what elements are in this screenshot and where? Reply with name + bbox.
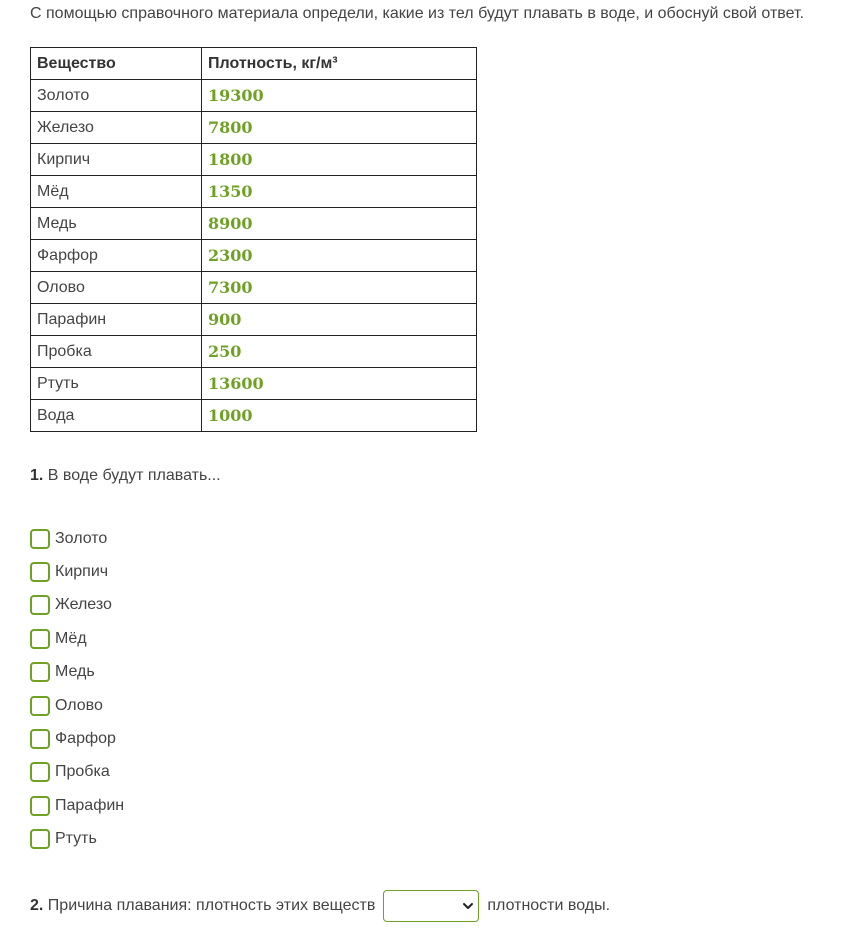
question-number: 2.: [30, 897, 44, 914]
option-copper[interactable]: [30, 656, 124, 689]
option-label: Кирпич: [55, 563, 109, 581]
table-row: [31, 112, 477, 144]
checkbox-icon[interactable]: [30, 829, 50, 849]
density-value: 19300: [202, 80, 477, 112]
question-text-before: Причина плавания: плотность этих веществ: [47, 897, 376, 914]
option-label: Мёд: [55, 629, 87, 647]
table-row: [31, 80, 477, 112]
answer-options: [30, 522, 124, 856]
density-table: [30, 47, 477, 432]
substance-name: Олово: [31, 272, 202, 304]
substance-name: Вода: [31, 400, 202, 432]
table-header-row: [31, 48, 477, 80]
checkbox-icon[interactable]: [30, 696, 50, 716]
table-row: [31, 368, 477, 400]
substance-name: Железо: [31, 112, 202, 144]
density-value: 1800: [202, 144, 477, 176]
substance-name: Медь: [31, 208, 202, 240]
question-number: 1.: [30, 467, 44, 484]
density-value: 7800: [202, 112, 477, 144]
option-cork[interactable]: [30, 756, 124, 789]
table-row: [31, 208, 477, 240]
task-instruction: С помощью справочного материала определи, какие из тел будут плавать в воде, и обоснуй свой ответ.: [30, 5, 804, 22]
checkbox-icon[interactable]: [30, 562, 50, 582]
question-text-after: плотности воды.: [487, 897, 611, 914]
density-value: 7300: [202, 272, 477, 304]
table-row: [31, 176, 477, 208]
column-header-substance: Вещество: [31, 48, 202, 80]
checkbox-icon[interactable]: [30, 796, 50, 816]
option-label: Парафин: [55, 796, 125, 814]
option-tin[interactable]: [30, 689, 124, 722]
option-paraffin[interactable]: [30, 789, 124, 822]
option-porcelain[interactable]: [30, 722, 124, 755]
comparison-select[interactable]: [383, 890, 479, 922]
table-row: [31, 400, 477, 432]
option-label: Ртуть: [55, 830, 97, 848]
question-text: В воде будут плавать...: [47, 467, 221, 484]
question-1: [30, 467, 221, 485]
option-label: Фарфор: [55, 730, 116, 748]
option-label: Олово: [55, 696, 103, 714]
substance-name: Мёд: [31, 176, 202, 208]
column-header-density: Плотность, кг/м³: [202, 48, 477, 80]
option-label: Пробка: [55, 763, 110, 781]
density-value: 900: [202, 304, 477, 336]
question-2: [30, 890, 610, 922]
option-mercury[interactable]: [30, 823, 124, 856]
option-brick[interactable]: [30, 555, 124, 588]
density-value: 13600: [202, 368, 477, 400]
option-label: Золото: [55, 529, 108, 547]
checkbox-icon[interactable]: [30, 629, 50, 649]
substance-name: Золото: [31, 80, 202, 112]
table-row: [31, 240, 477, 272]
substance-name: Кирпич: [31, 144, 202, 176]
substance-name: Фарфор: [31, 240, 202, 272]
substance-name: Ртуть: [31, 368, 202, 400]
checkbox-icon[interactable]: [30, 729, 50, 749]
option-label: Железо: [55, 596, 112, 614]
density-value: 250: [202, 336, 477, 368]
table-row: [31, 272, 477, 304]
density-value: 2300: [202, 240, 477, 272]
checkbox-icon[interactable]: [30, 529, 50, 549]
density-value: 1350: [202, 176, 477, 208]
checkbox-icon[interactable]: [30, 662, 50, 682]
table-row: [31, 304, 477, 336]
chevron-down-icon: [462, 900, 474, 912]
density-value: 8900: [202, 208, 477, 240]
substance-name: Парафин: [31, 304, 202, 336]
table-row: [31, 336, 477, 368]
option-gold[interactable]: [30, 522, 124, 555]
table-row: [31, 144, 477, 176]
substance-name: Пробка: [31, 336, 202, 368]
option-label: Медь: [55, 663, 95, 681]
checkbox-icon[interactable]: [30, 595, 50, 615]
option-iron[interactable]: [30, 589, 124, 622]
checkbox-icon[interactable]: [30, 762, 50, 782]
option-honey[interactable]: [30, 622, 124, 655]
density-value: 1000: [202, 400, 477, 432]
